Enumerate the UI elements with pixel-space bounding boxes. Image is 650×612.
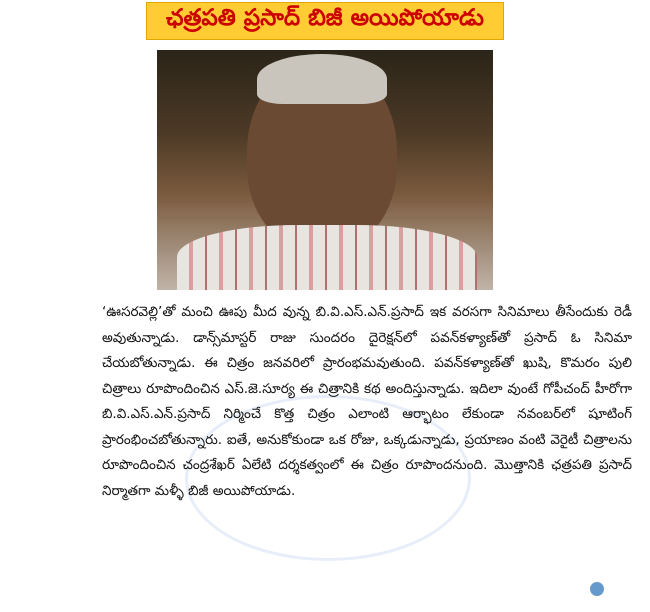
headline-banner [146,2,504,40]
hair-shape [257,54,387,104]
site-mini-icon [590,582,604,596]
article-photo [157,50,493,290]
checked-shirt-shape [177,225,477,290]
page-title: ఛత్రపతి ప్రసాద్ బిజీ అయిపోయాడు [166,5,484,31]
article-body: ‘ఊసరవెల్లి’తో మంచి ఊపు మీద వున్న బి.వి.ఎస్.ఎన్.ప్రసాద్ ఇక వరసగా సినిమాలు తీసేందుకు రెడీ అవుతున్నాడు. డాన్స్‌మాస్టర్ రాజు సుందరం దైరెక్షన్‌లో పవన్‌కళ్యాణ్‌తో ప్రసాద్ ఓ సినిమా చేయబోతున్నాడు. ఈ చిత్రం జనవరిలో ప్రారంభమవుతుంది. పవన్‌కళ్యాణ్‌తో ఖుషి, కొమరం పులి చిత్రాలు రూపొందించిన ఎస్.జె.సూర్య ఈ చిత్రానికి కథ అందిస్తున్నాడు. ఇదిలా వుంటే గోపీచంద్ హీరోగా బి.వి.ఎస్.ఎన్.ప్రసాద్ నిర్మించే కొత్త చిత్రం ఎలాంటి ఆర్భాటం లేకుండా నవంబర్‌లో షూటింగ్ ప్రారంభించబోతున్నారు. ఐతే, అనుకోకుండా ఒక రోజు, ఒక్కడున్నాడు, ప్రయాణం వంటి వెరైటీ చిత్రాలను రూపొందించిన చంద్రశేఖర్ ఏలేటి దర్శకత్వంలో ఈ చిత్రం రూపొందనుంది. మొత్తానికి ఛత్రపతి ప్రసాద్ నిర్మాతగా మళ్ళీ బిజీ అయిపోయాడు. [102,304,632,499]
